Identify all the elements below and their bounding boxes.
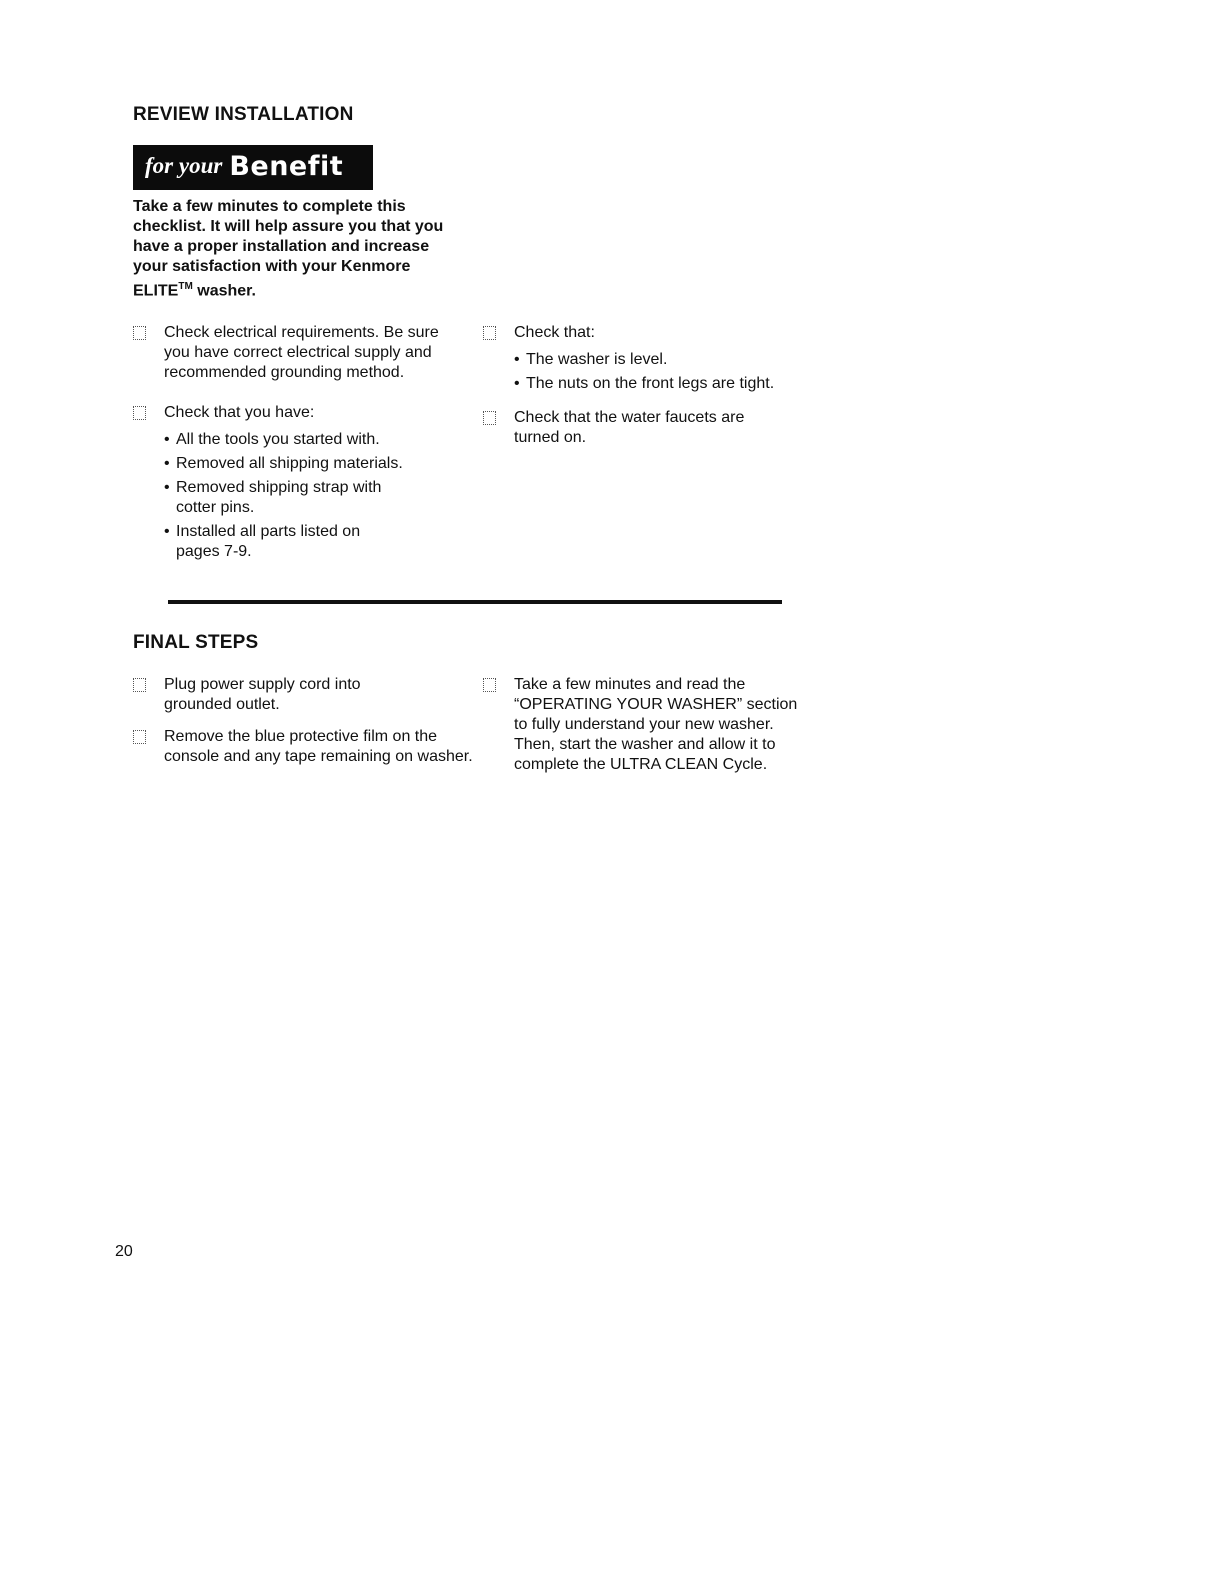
checklist-item-text: Check electrical requirements. Be sure you have correct electrical supply and recommended grounding method. — [164, 324, 439, 381]
bullet-list — [514, 350, 813, 394]
section-divider — [168, 600, 782, 604]
checklist-item — [483, 408, 774, 448]
badge-word-text: Benefit — [229, 150, 344, 182]
checkbox-icon[interactable] — [133, 730, 146, 744]
review-installation-heading: REVIEW INSTALLATION — [133, 104, 354, 125]
intro-text: Take a few minutes to complete this checklist. It will help assure you that you have a proper installation and increase your satisfaction with your Kenmore ELITE — [133, 198, 444, 300]
checklist-item — [133, 675, 414, 715]
bullet-item: • Installed all parts listed on pages 7-9. — [164, 522, 391, 562]
page-number: 20 — [115, 1243, 133, 1260]
trademark-mark: TM — [178, 281, 193, 292]
badge-underline — [133, 187, 373, 190]
checkbox-icon[interactable] — [483, 678, 496, 692]
bullet-item: • The washer is level. — [514, 350, 813, 370]
checklist-item-text: Check that you have: — [164, 404, 315, 421]
bullet-item: • All the tools you started with. — [164, 430, 453, 450]
checklist-item — [133, 727, 484, 767]
checklist-item — [483, 323, 813, 394]
checklist-item-text: Take a few minutes and read the “OPERATING YOUR WASHER” section to fully understand your new washer. Then, start the washer and allow it to complete the ULTRA CLEAN Cycle. — [514, 676, 798, 773]
checklist-item — [133, 403, 453, 562]
checklist-item-text: Plug power supply cord into grounded outlet. — [164, 676, 361, 713]
checkbox-icon[interactable] — [133, 326, 146, 340]
checkbox-icon[interactable] — [483, 326, 496, 340]
final-steps-heading: FINAL STEPS — [133, 632, 259, 653]
checklist-item-text: Remove the blue protective film on the console and any tape remaining on washer. — [164, 728, 473, 765]
final-right-column — [483, 675, 808, 775]
bullet-item: • Removed shipping strap with cotter pins. — [164, 478, 406, 518]
review-right-column — [483, 323, 813, 448]
intro-paragraph — [133, 197, 463, 301]
review-left-column — [133, 323, 453, 566]
final-left-column — [133, 675, 473, 767]
intro-text-end: washer. — [192, 282, 256, 300]
bullet-list — [164, 430, 453, 562]
checkbox-icon[interactable] — [133, 678, 146, 692]
checkbox-icon[interactable] — [483, 411, 496, 425]
checkbox-icon[interactable] — [133, 406, 146, 420]
badge-script-text: for your — [145, 153, 223, 178]
for-your-benefit-badge — [133, 145, 373, 187]
checklist-item-text: Check that the water faucets are turned on. — [514, 409, 745, 446]
bullet-item: • Removed all shipping materials. — [164, 454, 453, 474]
checklist-item — [483, 675, 808, 775]
checklist-item-text: Check that: — [514, 324, 595, 341]
checklist-item — [133, 323, 453, 383]
bullet-item: • The nuts on the front legs are tight. — [514, 374, 813, 394]
